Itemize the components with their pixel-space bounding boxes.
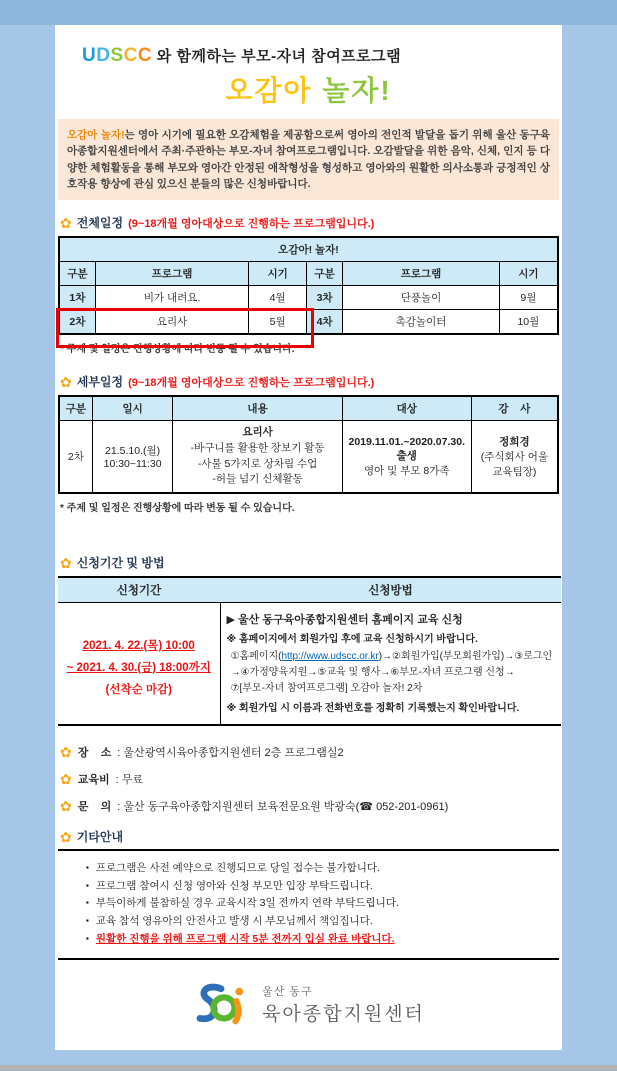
target-birth-range: 2019.11.01.~2020.07.30.출생: [348, 435, 466, 462]
period-cell: 9월: [499, 286, 558, 310]
content-item: -사물 5가지로 상차림 수업: [197, 457, 318, 470]
col-header-method: 신청방법: [220, 577, 561, 603]
round-cell: 3차: [306, 286, 342, 310]
col-header: 프로그램: [343, 262, 500, 286]
footer-org-region: 울산 동구: [262, 986, 313, 998]
col-header: 시기: [249, 262, 307, 286]
footer-org-name: 육아종합지원센터: [262, 1004, 425, 1025]
step1-post: )→②회원가입(부모회원가입)→③로그인: [378, 651, 553, 663]
content-title: 요리사: [242, 426, 273, 439]
table-header-row: [59, 262, 558, 286]
etc-text: 프로그램은 사전 예약으로 진행되므로 당일 접수는 불가합니다.: [95, 862, 380, 875]
round-cell: 2차: [59, 310, 95, 335]
intro-paragraph: [58, 119, 559, 200]
section-title: 기타안내: [76, 830, 124, 845]
program-cell: 촉감놀이터: [343, 310, 500, 335]
square-bullet-icon: ▪: [86, 933, 89, 943]
flower-icon: ✿: [60, 373, 72, 390]
logo-letter: C: [137, 45, 153, 66]
document-frame: [0, 25, 617, 1065]
footer-logo-text: [262, 983, 425, 1026]
col-header-period: 신청기간: [58, 577, 220, 603]
etc-text: 교육 참석 영유아의 안전사고 발생 시 부모님께서 책임집니다.: [95, 915, 373, 928]
overall-schedule-table-wrap: [58, 236, 559, 335]
section-detail-schedule: [60, 373, 557, 390]
period-cell: 10월: [499, 310, 558, 335]
etc-text: 프로그램 참여시 신청 영아와 신청 부모만 입장 부탁드립니다.: [95, 879, 373, 892]
footer-logo: [58, 982, 559, 1028]
info-label: 문 의: [77, 801, 112, 814]
intro-text: 는 영아 시기에 필요한 오감체험을 제공함으로써 영아의 전인적 발달을 돕기 위해 울산 동구육아종합지원센터에서 주최·주관하는 부모-자녀 참여프로그램입니다. 오감발달을 위한 음악, 신체, 인지 등 다양한 체험활동을 통해 부모와 영아간 안정된 애착형성을 형성하고 영아와의 원활한 의사소통과 긍정적인 상호작용 향상에 관심 있으신 분들의 많은 신청바랍니다.: [67, 129, 550, 190]
col-header: 구분: [306, 262, 342, 286]
apply-end: ~ 2021. 4. 30.(금) 18:00까지: [66, 661, 211, 674]
program-cell: 요리사: [95, 310, 249, 335]
square-bullet-icon: ▪: [86, 880, 89, 890]
udscc-logo-text: [82, 45, 153, 66]
apply-start: 2021. 4. 22.(목) 10:00: [82, 639, 195, 652]
logo-letter: C: [123, 45, 138, 66]
bottom-gray-strip: [0, 1065, 617, 1071]
round-cell: 1차: [59, 286, 95, 310]
section-subtitle: (9~18개월 영아대상으로 진행하는 프로그램입니다.): [128, 217, 375, 230]
square-bullet-icon: ▪: [86, 863, 89, 873]
date-line: 21.5.10.(월): [105, 445, 161, 458]
flower-icon: ✿: [60, 744, 72, 761]
method-step3: ⑦[부모-자녀 참여프로그램] 오감아 놀자! 2차: [230, 683, 423, 695]
table-caption: 오감아! 놀자!: [59, 237, 558, 262]
method-step2: →④가정양육지원→⑤교육 및 행사→⑥부모-자녀 프로그램 신청→: [230, 667, 515, 679]
flower-icon: ✿: [60, 771, 72, 788]
etc-text: 부득이하게 불참하실 경우 교육시작 3일 전까지 연락 부탁드립니다.: [95, 897, 399, 910]
apply-method-cell: [220, 603, 561, 726]
logo-letter: S: [110, 45, 124, 66]
overall-schedule-table: [58, 236, 559, 335]
page-title: [58, 69, 559, 109]
flower-icon: ✿: [60, 554, 72, 571]
homepage-link[interactable]: http://www.udscc.or.kr: [281, 651, 379, 663]
section-title: 세부일정: [76, 375, 124, 390]
info-fee: [60, 771, 557, 787]
flower-icon: ✿: [60, 798, 72, 815]
program-tagline: 와 함께하는 부모-자녀 참여프로그램: [156, 48, 402, 65]
info-value: : 무료: [115, 774, 143, 787]
info-label: 교육비: [77, 774, 110, 787]
content-item: -바구니를 활용한 장보기 활동: [190, 441, 325, 454]
teacher-role: 교육팀장): [492, 466, 537, 479]
etc-item: [86, 861, 555, 876]
etc-item: [86, 914, 555, 929]
target-cell: [342, 421, 471, 494]
teacher-org: (주식회사 어울: [480, 451, 549, 464]
section-overall-schedule: [60, 214, 557, 231]
info-value: : 울산광역시육아종합지원센터 2층 프로그램실2: [117, 747, 344, 760]
col-header: 구분: [59, 262, 95, 286]
col-header: 대상: [342, 396, 471, 421]
etc-item: [86, 896, 555, 911]
section-apply: [60, 554, 557, 571]
flyer-page: [55, 25, 562, 1050]
etc-item: [86, 879, 555, 894]
method-title: ▶ 울산 동구육아종합지원센터 홈페이지 교육 신청: [226, 614, 463, 627]
table-row: [59, 421, 558, 494]
apply-table: [58, 576, 561, 726]
round-cell: 4차: [306, 310, 342, 335]
flower-icon: ✿: [60, 828, 72, 845]
content-item: -허들 넘기 신체활동: [212, 473, 303, 486]
teacher-cell: [471, 421, 558, 494]
target-sub: 영아 및 부모 8가족: [363, 464, 450, 477]
method-note2: ※ 회원가입 시 이름과 전화번호를 정확히 기록했는지 확인바랍니다.: [226, 703, 520, 715]
info-label: 장 소: [77, 747, 112, 760]
center-logo-icon: [192, 982, 254, 1028]
info-location: [60, 744, 557, 760]
etc-text-red: 원활한 진행을 위해 프로그램 시작 5분 전까지 입실 완료 바랍니다.: [95, 932, 395, 945]
col-header: 프로그램: [95, 262, 249, 286]
method-step1: [231, 647, 556, 662]
logo-letter: U: [82, 45, 97, 66]
table-row: [59, 310, 558, 335]
step1-pre: ①홈페이지(: [230, 651, 282, 663]
table-header-row: [59, 396, 558, 421]
col-header: 시기: [499, 262, 558, 286]
detail-schedule-table: [58, 395, 559, 494]
round-cell: 2차: [59, 421, 92, 494]
section-etc: [60, 828, 557, 845]
info-value: : 울산 동구육아종합지원센터 보육전문요원 박광숙(☎ 052-201-0961): [117, 801, 449, 814]
section-title: 신청기간 및 방법: [76, 556, 165, 571]
table-note: * 주제 및 일정은 진행상황에 따라 변동 될 수 있습니다.: [60, 503, 295, 515]
col-header: 강 사: [471, 396, 558, 421]
intro-highlight: 오감아 놀자!: [67, 129, 125, 141]
brand-line: [82, 45, 559, 67]
col-header: 구분: [59, 396, 92, 421]
title-part2: 놀자!: [322, 75, 392, 106]
table-caption-row: [59, 237, 558, 262]
section-title: 전체일정: [76, 216, 124, 231]
logo-letter: D: [96, 45, 111, 66]
time-line: 10:30~11:30: [103, 458, 162, 471]
program-cell: 단풍놀이: [343, 286, 500, 310]
period-cell: 4월: [249, 286, 307, 310]
date-cell: [92, 421, 173, 494]
col-header: 내용: [173, 396, 342, 421]
first-come-note: (선착순 마감): [105, 683, 172, 696]
apply-period-cell: [58, 603, 220, 726]
etc-notice-box: [58, 849, 559, 959]
table-row: [59, 286, 558, 310]
square-bullet-icon: ▪: [86, 898, 89, 908]
flower-icon: ✿: [60, 214, 72, 231]
table-row: [58, 603, 561, 726]
program-cell: 비가 내려요.: [95, 286, 249, 310]
top-blue-strip: [0, 0, 617, 25]
method-note1: ※ 홈페이지에서 회원가입 후에 교육 신청하시기 바랍니다.: [226, 634, 478, 646]
table-note: * 주제 및 일정은 진행상황에 따라 변동 될 수 있습니다.: [60, 344, 295, 356]
section-subtitle: (9~18개월 영아대상으로 진행하는 프로그램입니다.): [128, 376, 375, 389]
square-bullet-icon: ▪: [86, 916, 89, 926]
etc-item-highlight: [86, 932, 555, 947]
content-cell: [173, 421, 342, 494]
title-part1: 오감아: [225, 75, 313, 106]
teacher-name: 정희경: [499, 436, 530, 449]
col-header: 일시: [92, 396, 173, 421]
period-cell: 5월: [249, 310, 307, 335]
table-header-row: [58, 577, 561, 603]
info-contact: [60, 798, 557, 814]
